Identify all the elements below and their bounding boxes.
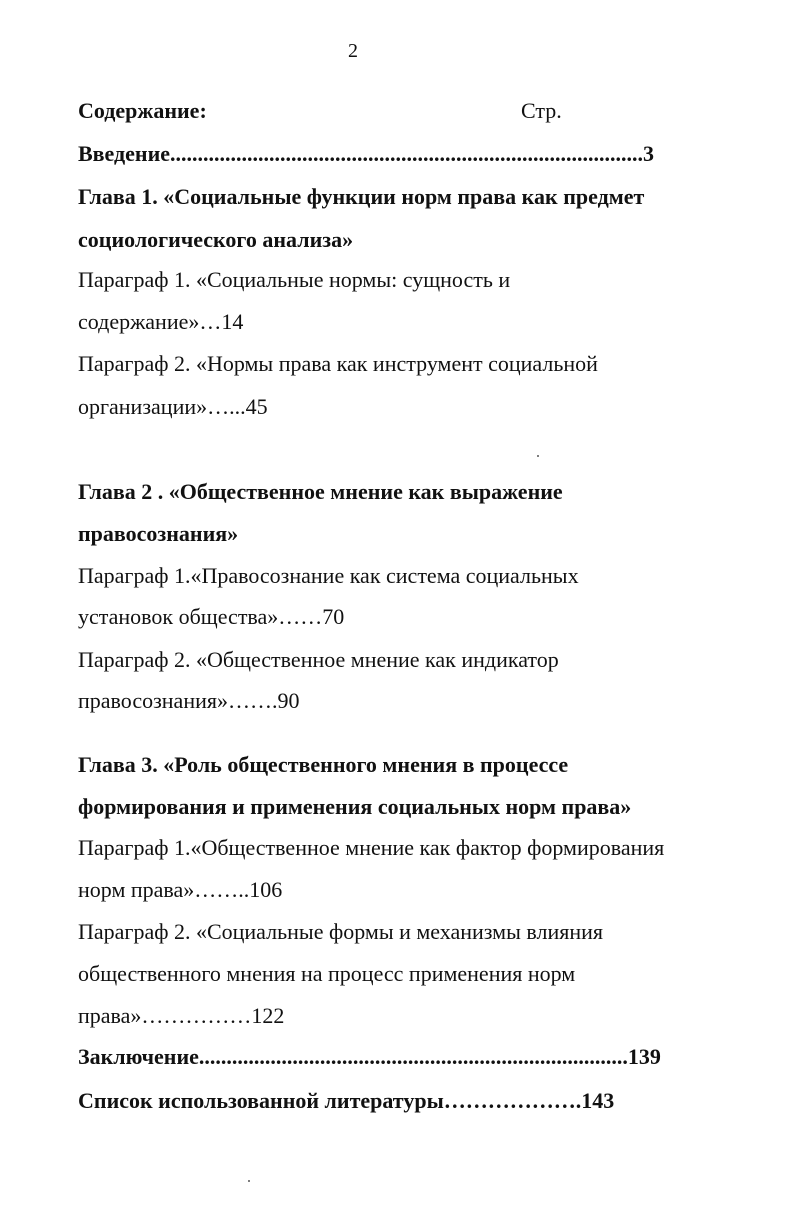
page-column-label: Стр. [521,98,562,123]
toc-ch2-paragraph-2-line-1: Параграф 2. «Общественное мнение как индикатор [78,647,559,672]
scan-speck [248,1180,250,1182]
toc-entry-intro: Введение......................................................................................3 [78,141,655,166]
toc-ch3-paragraph-2-line-1: Параграф 2. «Социальные формы и механизмы влияния [78,919,604,944]
toc-title: Содержание: [78,98,207,123]
toc-ch3-paragraph-2-line-3: права»……………122 [78,1003,285,1028]
page-number: 2 [348,40,358,62]
toc-entry-conclusion: Заключение..............................................................................139 [78,1044,661,1069]
toc-ch3-paragraph-1-line-1: Параграф 1.«Общественное мнение как фактор формирования [78,835,665,860]
toc-entry-bibliography: Список использованной литературы……………….143 [78,1088,615,1113]
toc-ch2-paragraph-1-line-2: установок общества»……70 [78,604,345,629]
toc-ch1-paragraph-2-line-1: Параграф 2. «Нормы права как инструмент социальной [78,351,598,376]
toc-chapter-2-line-1: Глава 2 . «Общественное мнение как выражение [78,479,563,504]
toc-chapter-3-line-1: Глава 3. «Роль общественного мнения в процессе [78,752,569,777]
toc-ch2-paragraph-2-line-2: правосознания»…….90 [78,688,300,713]
toc-chapter-2-line-2: правосознания» [78,521,239,546]
toc-ch1-paragraph-1-line-1: Параграф 1. «Социальные нормы: сущность и [78,267,511,292]
toc-ch3-paragraph-1-line-2: норм права»……..106 [78,877,283,902]
toc-chapter-1-line-1: Глава 1. «Социальные функции норм права как предмет [78,184,645,209]
scan-speck [537,455,539,457]
toc-ch2-paragraph-1-line-1: Параграф 1.«Правосознание как система социальных [78,563,579,588]
toc-chapter-3-line-2: формирования и применения социальных норм права» [78,794,632,819]
toc-ch1-paragraph-1-line-2: содержание»…14 [78,309,244,334]
toc-chapter-1-line-2: социологического анализа» [78,227,354,252]
toc-ch1-paragraph-2-line-2: организации»…...45 [78,394,268,419]
toc-ch3-paragraph-2-line-2: общественного мнения на процесс применения норм [78,961,576,986]
